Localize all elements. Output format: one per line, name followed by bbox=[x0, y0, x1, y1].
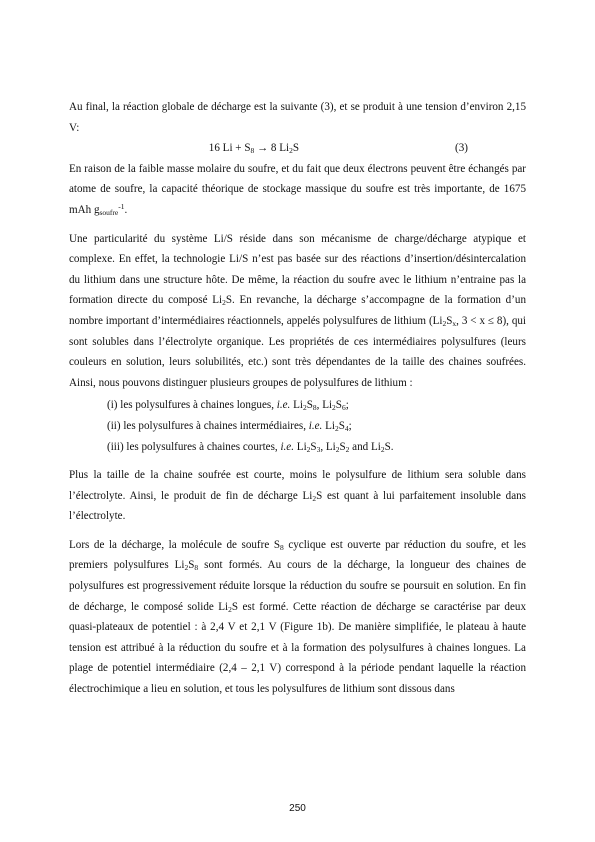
paragraph-discharge: Lors de la décharge, la molécule de soufre $S_8$ cyclique est ouverte par réduction du soufre, et les premiers polysulfures $Li_2S_8$ sont formés. Au cours de la décharge, la longueur des chaines de polysulfures est progressivement réduite lorsque la réduction du soufre se poursuit en solution. En fin de décharge, le composé solide $Li_2S$ est formé. Cette réaction de décharge se caractérise par deux quasi-plateaux de potentiel : à 2,4 V et 2,1 V (Figure 1b). De manière simplifiée, le plateau à haute tension est attribué à la réduction du soufre et à la formation des polysulfures à chaines longues. La plage de potentiel intermédiaire (2,4 – 2,1 V) correspond à la période pendant laquelle la réaction électrochimique a lieu en solution, et tous les polysulfures de lithium sont dissous dans bbox=[69, 538, 527, 696]
page-number: 250 bbox=[289, 803, 306, 814]
equation-3 bbox=[69, 138, 526, 159]
polysulfide-list bbox=[69, 395, 526, 457]
paragraph-intro: Au final, la réaction globale de décharge est la suivante (3), et se produit à une tension d’environ 2,15 V: bbox=[69, 101, 526, 134]
list-item: (iii) les polysulfures à chaines courtes, i.e. $Li_2S_3$, $Li_2S_2$ and $Li_2S$. bbox=[107, 440, 394, 454]
paragraph-mechanism: Une particularité du système Li/S réside dans son mécanisme de charge/décharge atypique et complexe. En effet, la technologie Li/S n’est pas basée sur des réactions d’insertion/désintercalation du lithium dans une structure hôte. De même, la réaction du soufre avec le lithium n’entraine pas la formation directe du composé $Li_2S$. En revanche, la décharge s’accompagne de la formation d’un nombre important d’intermédiaires réactionnels, appelés polysulfures de lithium ($Li_2S_x$, 3 < x ≤ 8), qui sont solubles dans l’électrolyte organique. Les propriétés de ces intermédiaires polysulfures (leurs couleurs en solution, leurs solubilités, etc.) sont très dépendantes de la taille des chaines soufrées. Ainsi, nous pouvons distinguer plusieurs groupes de polysulfures de lithium : bbox=[69, 232, 527, 389]
equation-number: (3) bbox=[455, 142, 468, 155]
list-item: (i) les polysulfures à chaines longues, i.e. $Li_2S_8$, $Li_2S_6$; bbox=[107, 399, 349, 413]
list-item: (ii) les polysulfures à chaines intermédiaires, i.e. $Li_2S_4$; bbox=[107, 419, 352, 433]
body-text bbox=[69, 97, 526, 700]
paragraph-capacity: En raison de la faible masse molaire du soufre, et du fait que deux électrons peuvent être échangés par atome de soufre, la capacité théorique de stockage massique du soufre est très importante, de 1675 mAh $g_{soufre}^{-1}$. bbox=[69, 162, 526, 217]
paragraph-solubility: Plus la taille de la chaine soufrée est courte, moins le polysulfure de lithium sera soluble dans l’électrolyte. Ainsi, le produit de fin de décharge $Li_2S$ est quant à lui parfaitement insoluble dans l’électrolyte. bbox=[69, 469, 526, 523]
equation-formula: 16 $Li + S_8 \to 8$ $Li_2S$ bbox=[208, 142, 299, 156]
